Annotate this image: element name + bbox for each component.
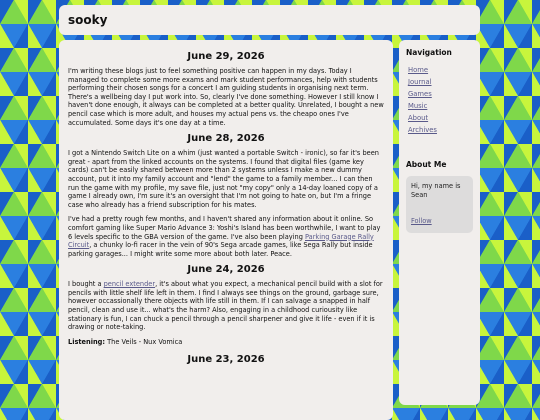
follow-link[interactable]: Follow: [411, 217, 432, 225]
post-paragraph: [68, 215, 384, 258]
nav-heading: Navigation: [406, 48, 452, 57]
post-paragraph: [68, 280, 384, 332]
post-date: June 29, 2026: [187, 51, 265, 62]
post: [68, 354, 384, 365]
nav-link-about[interactable]: About: [408, 114, 429, 122]
nav-item: [408, 124, 473, 136]
nav-link-journal[interactable]: Journal: [408, 78, 432, 86]
about-heading: About Me: [406, 160, 447, 169]
about-box: [406, 176, 473, 233]
nav-item: [408, 100, 473, 112]
pencil-extender-link[interactable]: pencil extender: [103, 280, 156, 289]
post-paragraph: I got a Nintendo Switch Lite on a whim (just wanted a portable Switch - ironic), so far it's been great - apart from the linked accounts on the systems. I found that digital files (game key cards) can't be easily shared between more than 2 systems unless I make a new dummy account, put it into my family account and "lend" the game to a family member... I can then run the game with my profile, my save file, just not "my copy" only a 14-day loaned copy of a game I already own, I'm sure it's an oversight that I'm not going to hate on, but I'm a fringe case who already has a friend subscription for his mates.: [68, 149, 379, 209]
nav-link-home[interactable]: Home: [408, 66, 429, 74]
nav-item: [408, 88, 473, 100]
sidebar: [399, 40, 480, 405]
site-title[interactable]: sooky: [68, 13, 108, 27]
listening-label: Listening:: [68, 337, 106, 346]
post: [68, 51, 384, 127]
nav-link-archives[interactable]: Archives: [408, 126, 437, 134]
post-paragraph: I'm writing these blogs just to feel something positive can happen in my days. Today I managed to complete some more exams and mark student performances, help with students performing their chosen songs for a concert I am guiding students in organising next term. There's a wellbeing day I put work into. So, clearly I've done something. However I still know I haven't done enough, it always can be completed at a better quality. Unrelated, I bought a new pencil case which is more adult, and houses my actual pens vs. the cheapo ones I've accumulated. Some days it's one day at a time.: [68, 67, 384, 127]
listening-line: [68, 338, 384, 347]
post-date: June 24, 2026: [187, 264, 265, 276]
nav-item: [408, 112, 473, 124]
post-text: , a chunky lo-fi racer in the vein of 90's Sega arcade games, like Sega Rally but inside parking garages... I might write some more about both later. Peace.: [68, 241, 373, 258]
journal-content: [59, 40, 393, 420]
parking-garage-rally-circuit-link[interactable]: Parking Garage Rally Circuit: [68, 232, 374, 250]
post-text: I've had a pretty rough few months, and I haven't shared any information about it online. So comfort gaming like Super Mario Advance 3: Yoshi's Island has been worthwhile, I want to play 6 levels specific to the GBA version of the game. I've also been playing: [68, 215, 381, 241]
listening-value: The Veils - Nux Vomica: [107, 337, 183, 346]
nav-item: [408, 64, 473, 76]
nav-list: [406, 64, 473, 136]
about-text: Hi, my name is Sean: [411, 182, 461, 199]
post-text: I bought a: [68, 280, 104, 289]
nav-item: [408, 76, 473, 88]
post: [68, 133, 384, 258]
site-header: [59, 5, 480, 35]
nav-link-games[interactable]: Games: [408, 90, 432, 98]
post-date: June 28, 2026: [187, 133, 265, 145]
nav-link-music[interactable]: Music: [408, 102, 428, 110]
post: [68, 264, 384, 346]
post-date: June 23, 2026: [187, 354, 265, 366]
post-text: , it's about what you expect, a mechanical pencil build with a slot for pencils with little shelf life left in them. I find I always see things on the ground, garbage sure, however occassionally there objects with life still in them. If I can salvage a snapped in half pencil, clean and use it... what's the harm? Also, engaging in a childhood curiousity like stationary is fun, I can chuck a pencil through a pencil sharpener and give it life - even if it is drawing or note-taking.: [68, 280, 383, 332]
